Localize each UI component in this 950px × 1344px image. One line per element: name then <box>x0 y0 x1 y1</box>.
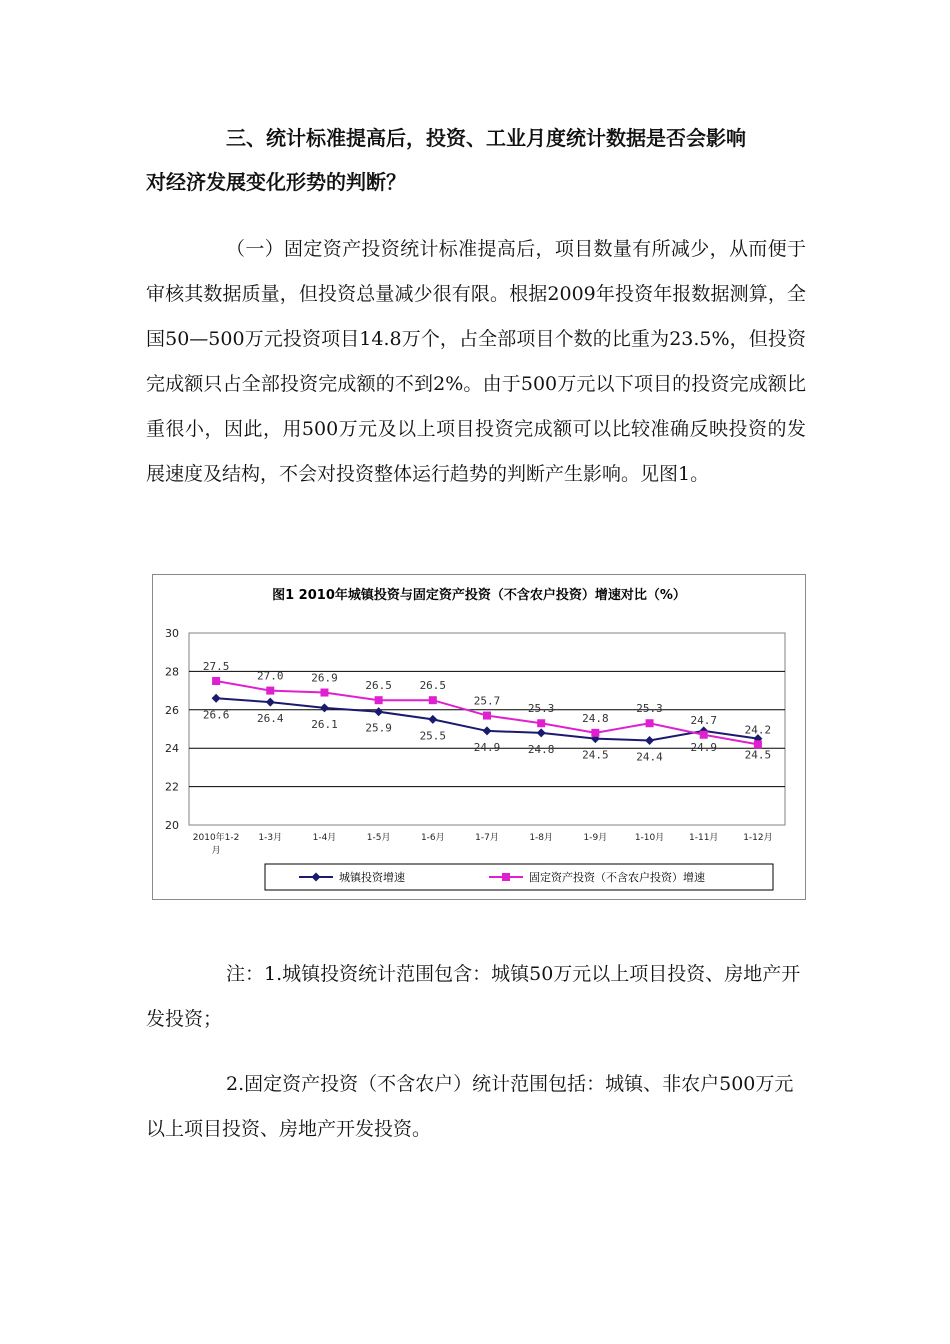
y-tick-label: 30 <box>165 627 179 640</box>
data-point-square <box>537 719 545 727</box>
note-1: 注：1.城镇投资统计范围包含：城镇50万元以上项目投资、房地产开发投资； <box>146 963 801 1030</box>
y-tick-label: 20 <box>165 819 179 832</box>
x-tick-label: 1-4月 <box>312 833 337 843</box>
data-label: 25.5 <box>419 729 447 743</box>
data-point-diamond <box>428 715 437 724</box>
data-label: 27.0 <box>257 669 284 683</box>
legend-marker-square <box>502 873 510 881</box>
data-point-diamond <box>320 703 329 712</box>
data-point-diamond <box>374 707 383 716</box>
heading-line-1: 三、统计标准提高后，投资、工业月度统计数据是否会影响 <box>226 126 746 150</box>
data-label: 25.7 <box>473 694 501 708</box>
data-label: 24.8 <box>582 711 609 725</box>
data-point-diamond <box>266 698 275 707</box>
y-tick-label: 28 <box>165 665 179 679</box>
data-label: 26.4 <box>257 712 284 726</box>
legend-label-fixed-asset: 固定资产投资（不含农户投资）增速 <box>529 871 705 884</box>
heading-line-2: 对经济发展变化形势的判断？ <box>146 170 406 194</box>
data-label: 24.9 <box>473 740 501 754</box>
data-point-diamond <box>212 694 221 703</box>
data-point-square <box>429 696 437 704</box>
data-point-square <box>266 687 274 695</box>
x-tick-label: 1-10月 <box>634 833 665 843</box>
note-2: 2.固定资产投资（不含农户）统计范围包括：城镇、非农户500万元以上项目投资、房地产开发投资。 <box>146 1073 794 1140</box>
data-point-diamond <box>537 728 546 737</box>
x-tick-label: 1-5月 <box>366 833 391 843</box>
body-paragraph: （一）固定资产投资统计标准提高后，项目数量有所减少，从而便于审核其数据质量，但投资总量减少很有限。根据2009年投资年报数据测算，全国50—500万元投资项目14.8万个，占全部项目个数的比重为23.5%，但投资完成额只占全部投资完成额的不到2%。由于500万元以下项目的投资完成额比重很小，因此，用500万元及以上项目投资完成额可以比较准确反映投资的发展速度及结构，不会对投资整体运行趋势的判断产生影响。见图1。 <box>146 238 806 485</box>
data-point-square <box>700 731 708 739</box>
data-label: 25.3 <box>636 702 663 716</box>
data-label: 26.9 <box>311 671 338 685</box>
x-tick-label: 2010年1-2 <box>192 833 240 843</box>
x-tick-label: 1-6月 <box>420 833 445 843</box>
x-tick-label: 1-7月 <box>475 833 499 843</box>
data-label: 24.5 <box>744 748 772 762</box>
data-label: 26.1 <box>311 717 338 731</box>
data-label: 24.5 <box>582 748 609 762</box>
y-tick-label: 24 <box>165 742 179 756</box>
data-point-square <box>754 740 762 748</box>
x-tick-label-cont: 月 <box>211 846 221 856</box>
data-point-square <box>212 677 220 685</box>
data-label: 27.5 <box>202 660 230 673</box>
data-label: 24.8 <box>527 742 555 756</box>
x-tick-label: 1-9月 <box>583 833 608 843</box>
data-point-square <box>320 689 328 697</box>
data-point-square <box>483 712 491 720</box>
data-point-square <box>646 719 654 727</box>
data-label: 26.6 <box>202 708 230 722</box>
x-tick-label: 1-11月 <box>689 833 719 843</box>
data-point-square <box>375 696 383 704</box>
data-label: 25.3 <box>527 702 555 716</box>
chart-title: 图1 2010年城镇投资与固定资产投资（不含农户投资）增速对比（%） <box>272 588 686 603</box>
x-tick-label: 1-12月 <box>743 833 773 843</box>
y-tick-label: 26 <box>165 703 179 717</box>
section-heading <box>146 116 806 204</box>
data-label: 26.5 <box>365 679 392 693</box>
data-label: 26.5 <box>419 679 447 693</box>
data-label: 24.2 <box>744 723 772 737</box>
y-tick-label: 22 <box>165 780 179 794</box>
data-point-square <box>591 729 599 737</box>
x-tick-label: 1-8月 <box>529 833 554 843</box>
chart-canvas <box>153 575 805 899</box>
data-label: 24.9 <box>690 740 717 754</box>
data-label: 24.4 <box>636 750 663 764</box>
data-label: 24.7 <box>690 713 717 727</box>
data-point-diamond <box>645 736 654 745</box>
data-point-diamond <box>483 726 492 735</box>
data-label: 25.9 <box>365 721 392 735</box>
x-tick-label: 1-3月 <box>258 833 283 843</box>
growth-comparison-chart <box>152 574 806 900</box>
legend-label-urban: 城镇投资增速 <box>339 871 405 884</box>
